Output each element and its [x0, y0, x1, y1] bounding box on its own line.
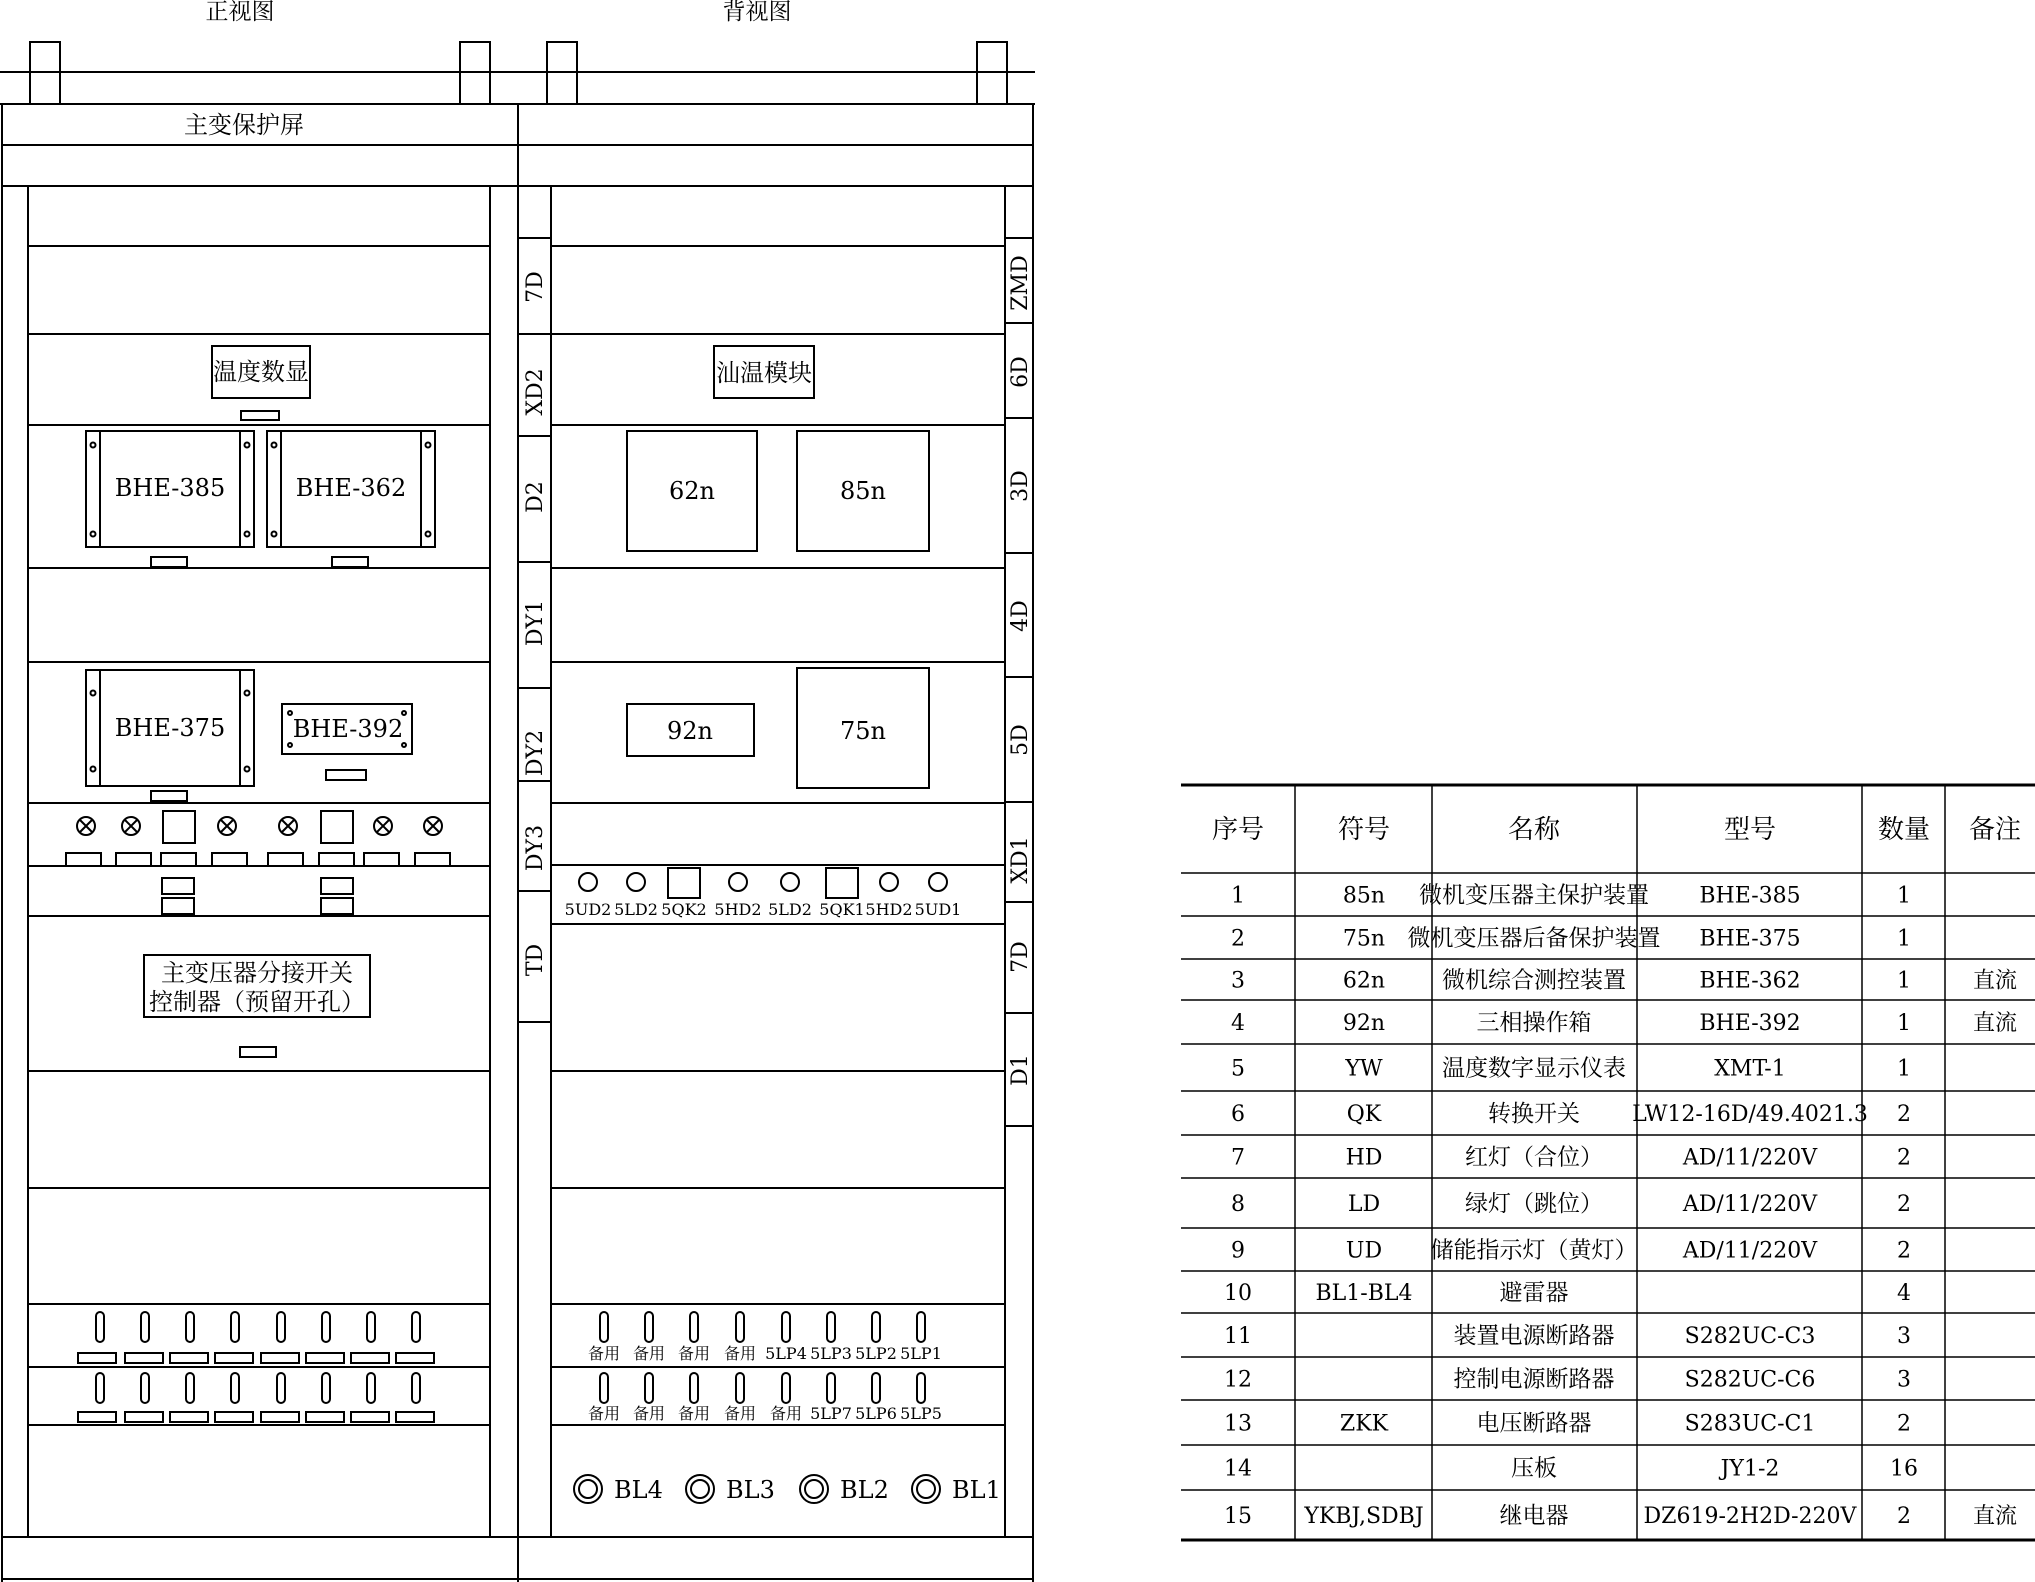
front-label-strips	[66, 853, 450, 914]
plate-label: 备用	[587, 1404, 621, 1423]
table-cell-name: 控制电源断路器	[1453, 1366, 1615, 1393]
table-header-cell: 序号	[1211, 815, 1265, 845]
plate-label: 5LP1	[900, 1344, 942, 1363]
table-cell-name: 压板	[1511, 1455, 1557, 1482]
terminal-label: DY2	[523, 729, 548, 777]
table-cell-qty: 4	[1897, 1281, 1911, 1306]
table-body	[1224, 883, 2017, 1530]
terminal-label: TD	[523, 943, 548, 977]
device-85n-label: 85n	[840, 477, 886, 505]
table-cell-qty: 1	[1897, 883, 1911, 909]
device-92n-label: 92n	[667, 717, 713, 745]
terminal-label: DY1	[523, 599, 548, 647]
table-cell-model: BHE-385	[1699, 883, 1801, 909]
tap-changer-label-2: 控制器（预留开孔）	[149, 988, 365, 1016]
indicator-label: 5HD2	[714, 900, 762, 919]
table-cell-sym: UD	[1345, 1238, 1383, 1264]
table-cell-name: 微机变压器后备保护装置	[1407, 925, 1661, 952]
device-75n-label: 75n	[840, 717, 886, 745]
table-cell-name: 三相操作箱	[1476, 1010, 1592, 1036]
left-terminal-labels	[523, 271, 548, 976]
table-cell-name: 红灯（合位）	[1465, 1144, 1603, 1171]
terminal-label: 7D	[523, 271, 548, 303]
terminal-label: 3D	[1008, 470, 1033, 502]
table-cell-sym: YW	[1345, 1056, 1383, 1082]
tap-changer-label-1: 主变压器分接开关	[161, 959, 353, 987]
table-cell-no: 3	[1231, 968, 1245, 994]
table-cell-no: 1	[1231, 883, 1245, 909]
table-header-cell: 符号	[1337, 815, 1391, 845]
indicator-label: 5LD2	[614, 900, 658, 919]
table-cell-model: BHE-362	[1699, 968, 1801, 994]
table-cell-name: 继电器	[1499, 1503, 1569, 1529]
back-plate-labels	[588, 1344, 942, 1423]
plate-label: 备用	[723, 1344, 757, 1363]
table-cell-no: 10	[1224, 1281, 1252, 1306]
table-cell-model: XMT-1	[1714, 1056, 1786, 1082]
table-cell-name: 微机变压器主保护装置	[1419, 882, 1649, 909]
front-view	[28, 246, 490, 1425]
table-cell-model: S282UC-C3	[1684, 1324, 1816, 1349]
table-cell-model: JY1-2	[1720, 1456, 1780, 1482]
terminal-label: XD1	[1008, 836, 1033, 884]
table-cell-name: 避雷器	[1499, 1280, 1569, 1306]
table-header-cell: 备注	[1968, 815, 2022, 845]
plate-label: 备用	[677, 1404, 711, 1423]
device-bhe-385-label: BHE-385	[114, 474, 226, 502]
table-cell-model: S282UC-C6	[1684, 1367, 1816, 1393]
terminal-label: D2	[523, 481, 548, 513]
table-cell-qty: 1	[1897, 968, 1911, 994]
plate-label: 5LP6	[855, 1404, 897, 1423]
plate-label: 备用	[632, 1344, 666, 1363]
table-cell-qty: 2	[1897, 1238, 1911, 1264]
table-cell-model: LW12-16D/49.4021.3	[1632, 1102, 1868, 1127]
plate-label: 5LP4	[765, 1344, 807, 1363]
table-cell-no: 12	[1224, 1367, 1252, 1393]
table-cell-sym: QK	[1346, 1102, 1382, 1127]
terminal-label: DY3	[523, 824, 548, 872]
plate-label: 备用	[769, 1404, 803, 1423]
front-indicator-lamps	[77, 811, 442, 843]
plate-label: 备用	[723, 1404, 757, 1423]
table-cell-sym: LD	[1347, 1192, 1381, 1217]
table-cell-qty: 3	[1897, 1324, 1911, 1349]
right-terminal-labels	[1008, 255, 1033, 1086]
table-cell-qty: 2	[1897, 1145, 1911, 1171]
table-cell-no: 6	[1231, 1102, 1245, 1127]
arrester-label: BL1	[952, 1476, 1001, 1504]
front-view-title: 正视图	[205, 0, 275, 25]
table-cell-qty: 3	[1897, 1367, 1911, 1393]
table-cell-sym: ZKK	[1339, 1411, 1389, 1437]
table-cell-qty: 1	[1897, 1056, 1911, 1082]
plate-label: 备用	[632, 1404, 666, 1423]
table-cell-no: 4	[1231, 1011, 1245, 1036]
terminal-label: 4D	[1008, 600, 1033, 632]
table-cell-no: 13	[1224, 1411, 1252, 1437]
table-cell-qty: 2	[1897, 1102, 1911, 1127]
table-header-cell: 型号	[1723, 815, 1777, 845]
back-view	[518, 238, 1033, 1503]
table-cell-name: 储能指示灯（黄灯）	[1430, 1237, 1638, 1264]
table-cell-name: 电压断路器	[1476, 1410, 1592, 1437]
table-cell-no: 9	[1231, 1238, 1245, 1264]
temp-display-label: 温度数显	[213, 358, 309, 386]
table-cell-name: 装置电源断路器	[1453, 1323, 1615, 1349]
indicator-label: 5HD2	[865, 900, 913, 919]
plate-label: 5LP2	[855, 1344, 897, 1363]
table-cell-qty: 2	[1897, 1192, 1911, 1217]
indicator-label: 5UD2	[564, 900, 612, 919]
table-cell-sym: YKBJ,SDBJ	[1304, 1504, 1424, 1529]
indicator-label: 5LD2	[768, 900, 812, 919]
terminal-label: 5D	[1008, 724, 1033, 756]
back-view-title: 背视图	[722, 0, 792, 25]
plate-label: 备用	[587, 1344, 621, 1363]
terminal-label: ZMD	[1008, 255, 1033, 311]
table-cell-model: AD/11/220V	[1682, 1238, 1818, 1264]
plate-label: 5LP3	[810, 1344, 852, 1363]
table-cell-no: 2	[1231, 926, 1245, 952]
plate-label: 5LP5	[900, 1404, 942, 1423]
table-cell-no: 14	[1224, 1456, 1252, 1482]
back-indicator-labels	[565, 900, 962, 919]
terminal-label: D1	[1008, 1054, 1033, 1086]
back-indicator-lamps	[579, 868, 947, 898]
table-cell-qty: 2	[1897, 1411, 1911, 1437]
arrester-label: BL4	[614, 1476, 663, 1504]
table-cell-name: 温度数字显示仪表	[1442, 1055, 1626, 1082]
table-header-cell: 数量	[1877, 815, 1931, 845]
table-cell-qty: 2	[1897, 1504, 1911, 1529]
panel-title: 主变保护屏	[184, 111, 304, 139]
table-cell-model: S283UC-C1	[1684, 1411, 1816, 1437]
table-cell-no: 5	[1231, 1056, 1245, 1082]
table-header-cell: 名称	[1507, 815, 1561, 845]
table-cell-no: 15	[1224, 1504, 1252, 1529]
table-cell-sym: BL1-BL4	[1315, 1281, 1413, 1306]
table-cell-note: 直流	[1972, 1011, 2018, 1036]
arrester-label: BL2	[840, 1476, 889, 1504]
device-bhe-375-label: BHE-375	[114, 714, 226, 742]
table-cell-qty: 1	[1897, 926, 1911, 952]
terminal-label: XD2	[523, 368, 548, 416]
table-cell-sym: 62n	[1342, 968, 1386, 994]
device-bhe-362-label: BHE-362	[295, 474, 407, 502]
plate-label: 备用	[677, 1344, 711, 1363]
temp-module-label: 汕温模块	[716, 359, 812, 387]
arrester-labels	[614, 1476, 1001, 1504]
table-cell-qty: 1	[1897, 1011, 1911, 1036]
table-cell-sym: 75n	[1342, 926, 1386, 952]
table-cell-model: BHE-392	[1699, 1011, 1801, 1036]
arrester-label: BL3	[726, 1476, 775, 1504]
table-header	[1212, 815, 2021, 845]
table-cell-model: AD/11/220V	[1682, 1145, 1818, 1171]
table-cell-model: AD/11/220V	[1682, 1192, 1818, 1217]
table-cell-name: 绿灯（跳位）	[1465, 1191, 1603, 1217]
table-cell-name: 转换开关	[1488, 1101, 1580, 1127]
table-cell-name: 微机综合测控装置	[1442, 967, 1626, 994]
indicator-label: 5QK2	[661, 900, 707, 919]
table-cell-qty: 16	[1890, 1456, 1918, 1482]
table-cell-sym: HD	[1345, 1145, 1383, 1171]
table-cell-model: DZ619-2H2D-220V	[1643, 1504, 1857, 1529]
table-cell-no: 11	[1224, 1324, 1252, 1349]
device-62n-label: 62n	[669, 477, 715, 505]
table-cell-sym: 92n	[1342, 1011, 1386, 1036]
table-cell-model: BHE-375	[1699, 926, 1801, 952]
table-cell-no: 8	[1231, 1192, 1245, 1217]
terminal-label: 6D	[1008, 356, 1033, 388]
device-bhe-392-label: BHE-392	[292, 715, 404, 743]
indicator-label: 5QK1	[819, 900, 865, 919]
terminal-label: 7D	[1008, 941, 1033, 973]
table-cell-no: 7	[1231, 1145, 1245, 1171]
table-cell-note: 直流	[1972, 1504, 2018, 1529]
table-cell-sym: 85n	[1342, 883, 1386, 909]
plate-label: 5LP7	[810, 1404, 852, 1423]
table-cell-note: 直流	[1972, 968, 2018, 994]
indicator-label: 5UD1	[914, 900, 962, 919]
